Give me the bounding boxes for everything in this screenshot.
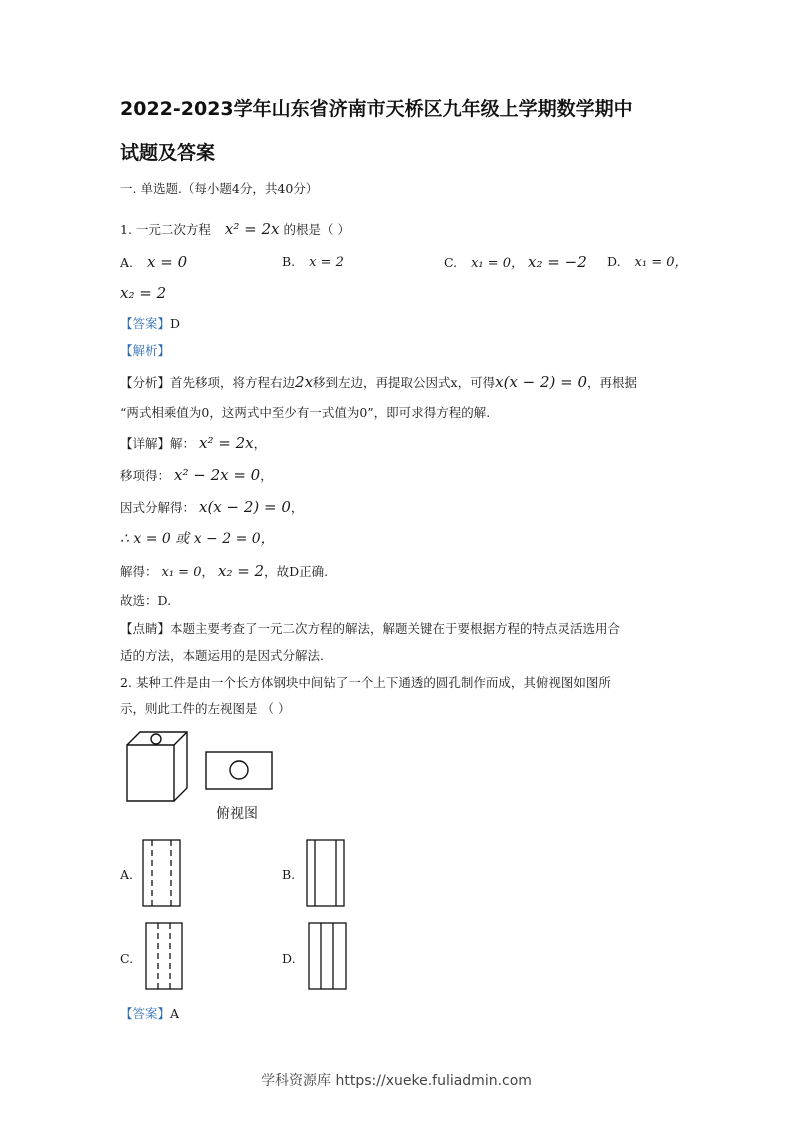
footer-watermark: 学科资源库 https://xueke.fuliadmin.com [261,1073,532,1089]
q2-option-c-figure [146,923,182,989]
top-view-drawing [206,752,272,789]
math: x₂ = 2 [217,562,265,580]
analysis-tag: 【解析】 [120,343,171,358]
answer-value: D [170,316,181,331]
dianjing-tag: 【点睛】 [120,621,171,636]
view-rect [307,840,344,906]
option-label: C. [444,255,458,270]
math: x(x − 2) = 0 [199,498,291,516]
answer-tag: 【答案】 [120,316,171,331]
option-value: x₁ = 0， [471,256,525,271]
text: ， [260,468,273,483]
option-label: D. [607,254,621,269]
q2-answer [120,1005,179,1023]
math: 2x [295,373,314,391]
text: ， [290,500,304,515]
q2-option-d-label: D. [282,951,296,966]
text: 移到左边，再提取公因式x，可得 [313,375,496,390]
math: x² = 2x [199,434,254,452]
q2-option-a-figure [143,840,180,906]
option-value: x = 2 [309,255,344,270]
cuboid-top-side [127,732,187,801]
option-label: A. [120,255,134,270]
option-value: x₁ = 0， [634,255,688,270]
q2-option-b-label: B. [282,867,296,882]
text: 因式分解得： [120,500,196,515]
cuboid-drawing [127,732,187,801]
text: ，故D正确. [264,564,329,579]
top-view-label: 俯视图 [216,806,258,822]
q1-dianjing-2: 适的方法，本题运用的是因式分解法. [120,648,324,663]
cuboid-edge [174,732,187,745]
q1-choose: 故选：D. [120,593,172,608]
text: 解： [170,436,196,451]
math: ∴ x = 0 或 x − 2 = 0， [120,531,275,547]
q2-option-a-label: A. [120,867,134,882]
title-line-2: 试题及答案 [120,142,216,164]
cuboid-front [127,745,174,801]
title-line-1: 2022-2023学年山东省济南市天桥区九年级上学期数学期中 [120,98,633,120]
top-view-rect [206,752,272,789]
xiangjie-tag: 【详解】 [120,436,171,451]
q1-stem-equation: x² = 2x [224,220,280,238]
q2-option-b-figure [307,840,344,906]
fenxi-tag: 【分析】 [120,375,171,390]
option-value: x = 0 [147,253,188,271]
q2-option-d-figure [309,923,346,989]
q1-stem-suffix: 的根是（ ） [283,222,350,237]
answer-value: A [170,1006,180,1021]
math: x₁ = 0 [161,565,202,580]
text: ，再根据 [587,375,638,390]
text: ， [253,436,267,451]
math: x² − 2x = 0 [174,466,261,484]
q1-fenxi-line-2: “两式相乘值为0，这两式中至少有一式值为0”，即可求得方程的解. [120,405,491,420]
text: 本题主要考查了一元二次方程的解法，解题关键在于要根据方程的特点灵活选用合 [170,621,621,636]
top-view-hole [230,761,248,779]
option-value: x₂ = −2 [528,253,587,271]
view-rect [146,923,182,989]
q2-option-c-label: C. [120,951,134,966]
q2-stem-1: 2. 某种工件是由一个长方体钢块中间钻了一个上下通透的圆孔制作而成，其俯视图如图所 [120,675,611,690]
answer-tag: 【答案】 [120,1006,171,1021]
view-rect [143,840,180,906]
option-label: B. [282,254,296,269]
text: 首先移项，将方程右边 [170,375,296,390]
cuboid-hole [151,734,161,744]
text: 移项得： [120,468,171,483]
section-heading: 一. 单选题.（每小题4分，共40分） [120,181,319,196]
q2-stem-2: 示，则此工件的左视图是 （ ） [120,701,291,716]
text: ， [201,564,214,579]
math: x(x − 2) = 0 [495,373,588,391]
view-rect [309,923,346,989]
text: 解得： [120,564,158,579]
option-value: x₂ = 2 [120,284,167,302]
q1-stem-prefix: 1. 一元二次方程 [120,222,211,237]
